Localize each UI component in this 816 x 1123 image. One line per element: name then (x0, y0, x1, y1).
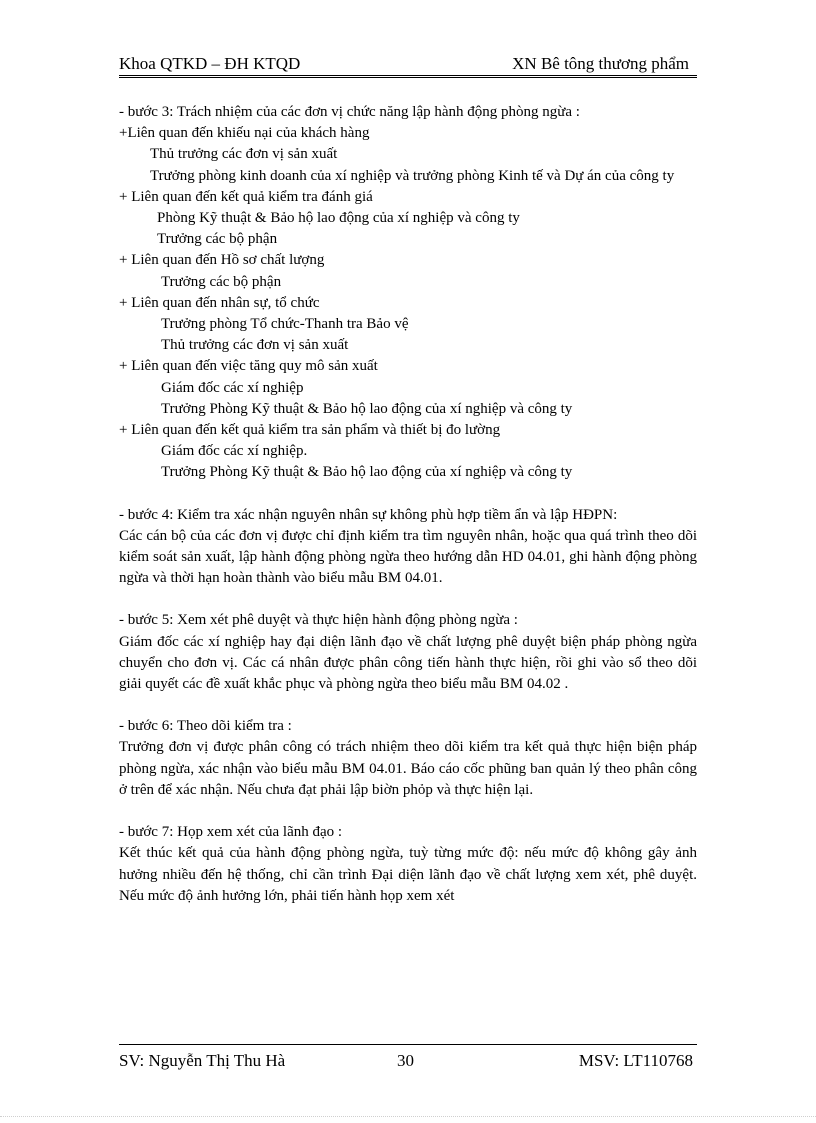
page-body (119, 102, 697, 907)
step7-text: Kết thúc kết quả của hành động phòng ngừa, tuỳ từng mức độ: nếu mức độ không gây ảnh hưởng nhiều đến hệ thống, chỉ cần trình Đại diện lãnh đạo về chất lượng xem xét, phê duyệt. Nếu mức độ ảnh hưởng lớn, phải tiến hành họp xem xét (119, 845, 697, 904)
step5-text: Giám đốc các xí nghiệp hay đại diện lãnh đạo về chất lượng phê duyệt biện pháp phòng ngừa chuyển cho đơn vị. Các cá nhân được phân công tiến hành thực hiện, rồi ghi vào sổ theo dõi giải quyết các đề xuất khắc phục và phòng ngừa theo biểu mẫu BM 04.02 . (119, 633, 697, 693)
step3-g2-heading: + Liên quan đến kết quả kiểm tra đánh giá (119, 188, 373, 205)
step6-text: Trưởng đơn vị được phân công có trách nhiệm theo dõi kiểm tra kết quả thực hiện biện pháp phòng ngừa, xác nhận vào biểu mẫu BM 04.01. Báo cáo cốc phũng ban quản lý theo phân công ở trên để xác nhận. Nếu chưa đạt phải lập biờn phỏp và thực hiện lại. (119, 739, 697, 798)
step3-g3-heading: + Liên quan đến Hồ sơ chất lượng (119, 252, 325, 269)
step3-g2-item1: Phòng Kỹ thuật & Bảo hộ lao động của xí nghiệp và công ty (157, 210, 520, 227)
step3-g3-item1: Trưởng các bộ phận (161, 273, 282, 290)
step3-g6-item1: Giám đốc các xí nghiệp. (161, 443, 308, 460)
footer-rule (119, 1044, 697, 1045)
spacer (119, 484, 697, 505)
header-rule (119, 75, 697, 78)
step3-g6-heading: + Liên quan đến kết quả kiểm tra sản phẩm và thiết bị đo lường (119, 422, 501, 439)
step3-g1-item2: Trưởng phòng kinh doanh của xí nghiệp và trưởng phòng Kinh tế và Dự án của công ty (150, 167, 675, 184)
footer-student-id: MSV: LT110768 (578, 1051, 693, 1070)
spacer (119, 801, 697, 822)
step3-g1-heading: +Liên quan đến khiếu nại của khách hàng (119, 125, 370, 142)
step7-title: - bước 7: Họp xem xét của lãnh đạo : (119, 824, 343, 841)
page-number: 30 (397, 1051, 414, 1070)
step3-g4-heading: + Liên quan đến nhân sự, tổ chức (119, 294, 320, 311)
step3-g4-item2: Thủ trưởng các đơn vị sản xuất (161, 337, 349, 354)
step3-g5-heading: + Liên quan đến việc tăng quy mô sản xuất (119, 358, 378, 375)
step3-g1-item1: Thủ trưởng các đơn vị sản xuất (150, 146, 338, 163)
step3-title: - bước 3: Trách nhiệm của các đơn vị chức năng lập hành động phòng ngừa : (119, 104, 580, 120)
header-faculty: Khoa QTKD – ĐH KTQD (119, 54, 301, 73)
step3-g5-item1: Giám đốc các xí nghiệp (161, 379, 304, 396)
page-edge-divider (0, 1116, 816, 1117)
footer-student-name: SV: Nguyễn Thị Thu Hà (119, 1051, 286, 1070)
header-enterprise: XN Bê tông thương phẩm (512, 54, 689, 73)
step3-g4-item1: Trưởng phòng Tổ chức-Thanh tra Bảo vệ (161, 316, 409, 333)
step4-title: - bước 4: Kiểm tra xác nhận nguyên nhân sự không phù hợp tiềm ẩn và lập HĐPN: (119, 506, 618, 523)
step5-title: - bước 5: Xem xét phê duyệt và thực hiện hành động phòng ngừa : (119, 612, 518, 629)
step6-title: - bước 6: Theo dõi kiểm tra : (119, 718, 292, 735)
page-footer (119, 1051, 697, 1077)
spacer (119, 695, 697, 716)
step3-g6-item2: Trưởng Phòng Kỹ thuật & Bảo hộ lao động của xí nghiệp và công ty (161, 464, 573, 481)
step4-text: Các cán bộ của các đơn vị được chỉ định kiểm tra tìm nguyên nhân, hoặc qua quá trình theo dõi kiểm soát sản xuất, lập hành động phòng ngừa theo hướng dẫn HD 04.01, ghi hành động phòng ngừa và thời hạn hoàn thành vào biểu mẫu BM 04.01. (119, 527, 697, 587)
step3-g5-item2: Trưởng Phòng Kỹ thuật & Bảo hộ lao động của xí nghiệp và công ty (161, 400, 573, 417)
step3-g2-item2: Trưởng các bộ phận (157, 231, 278, 248)
spacer (119, 589, 697, 610)
